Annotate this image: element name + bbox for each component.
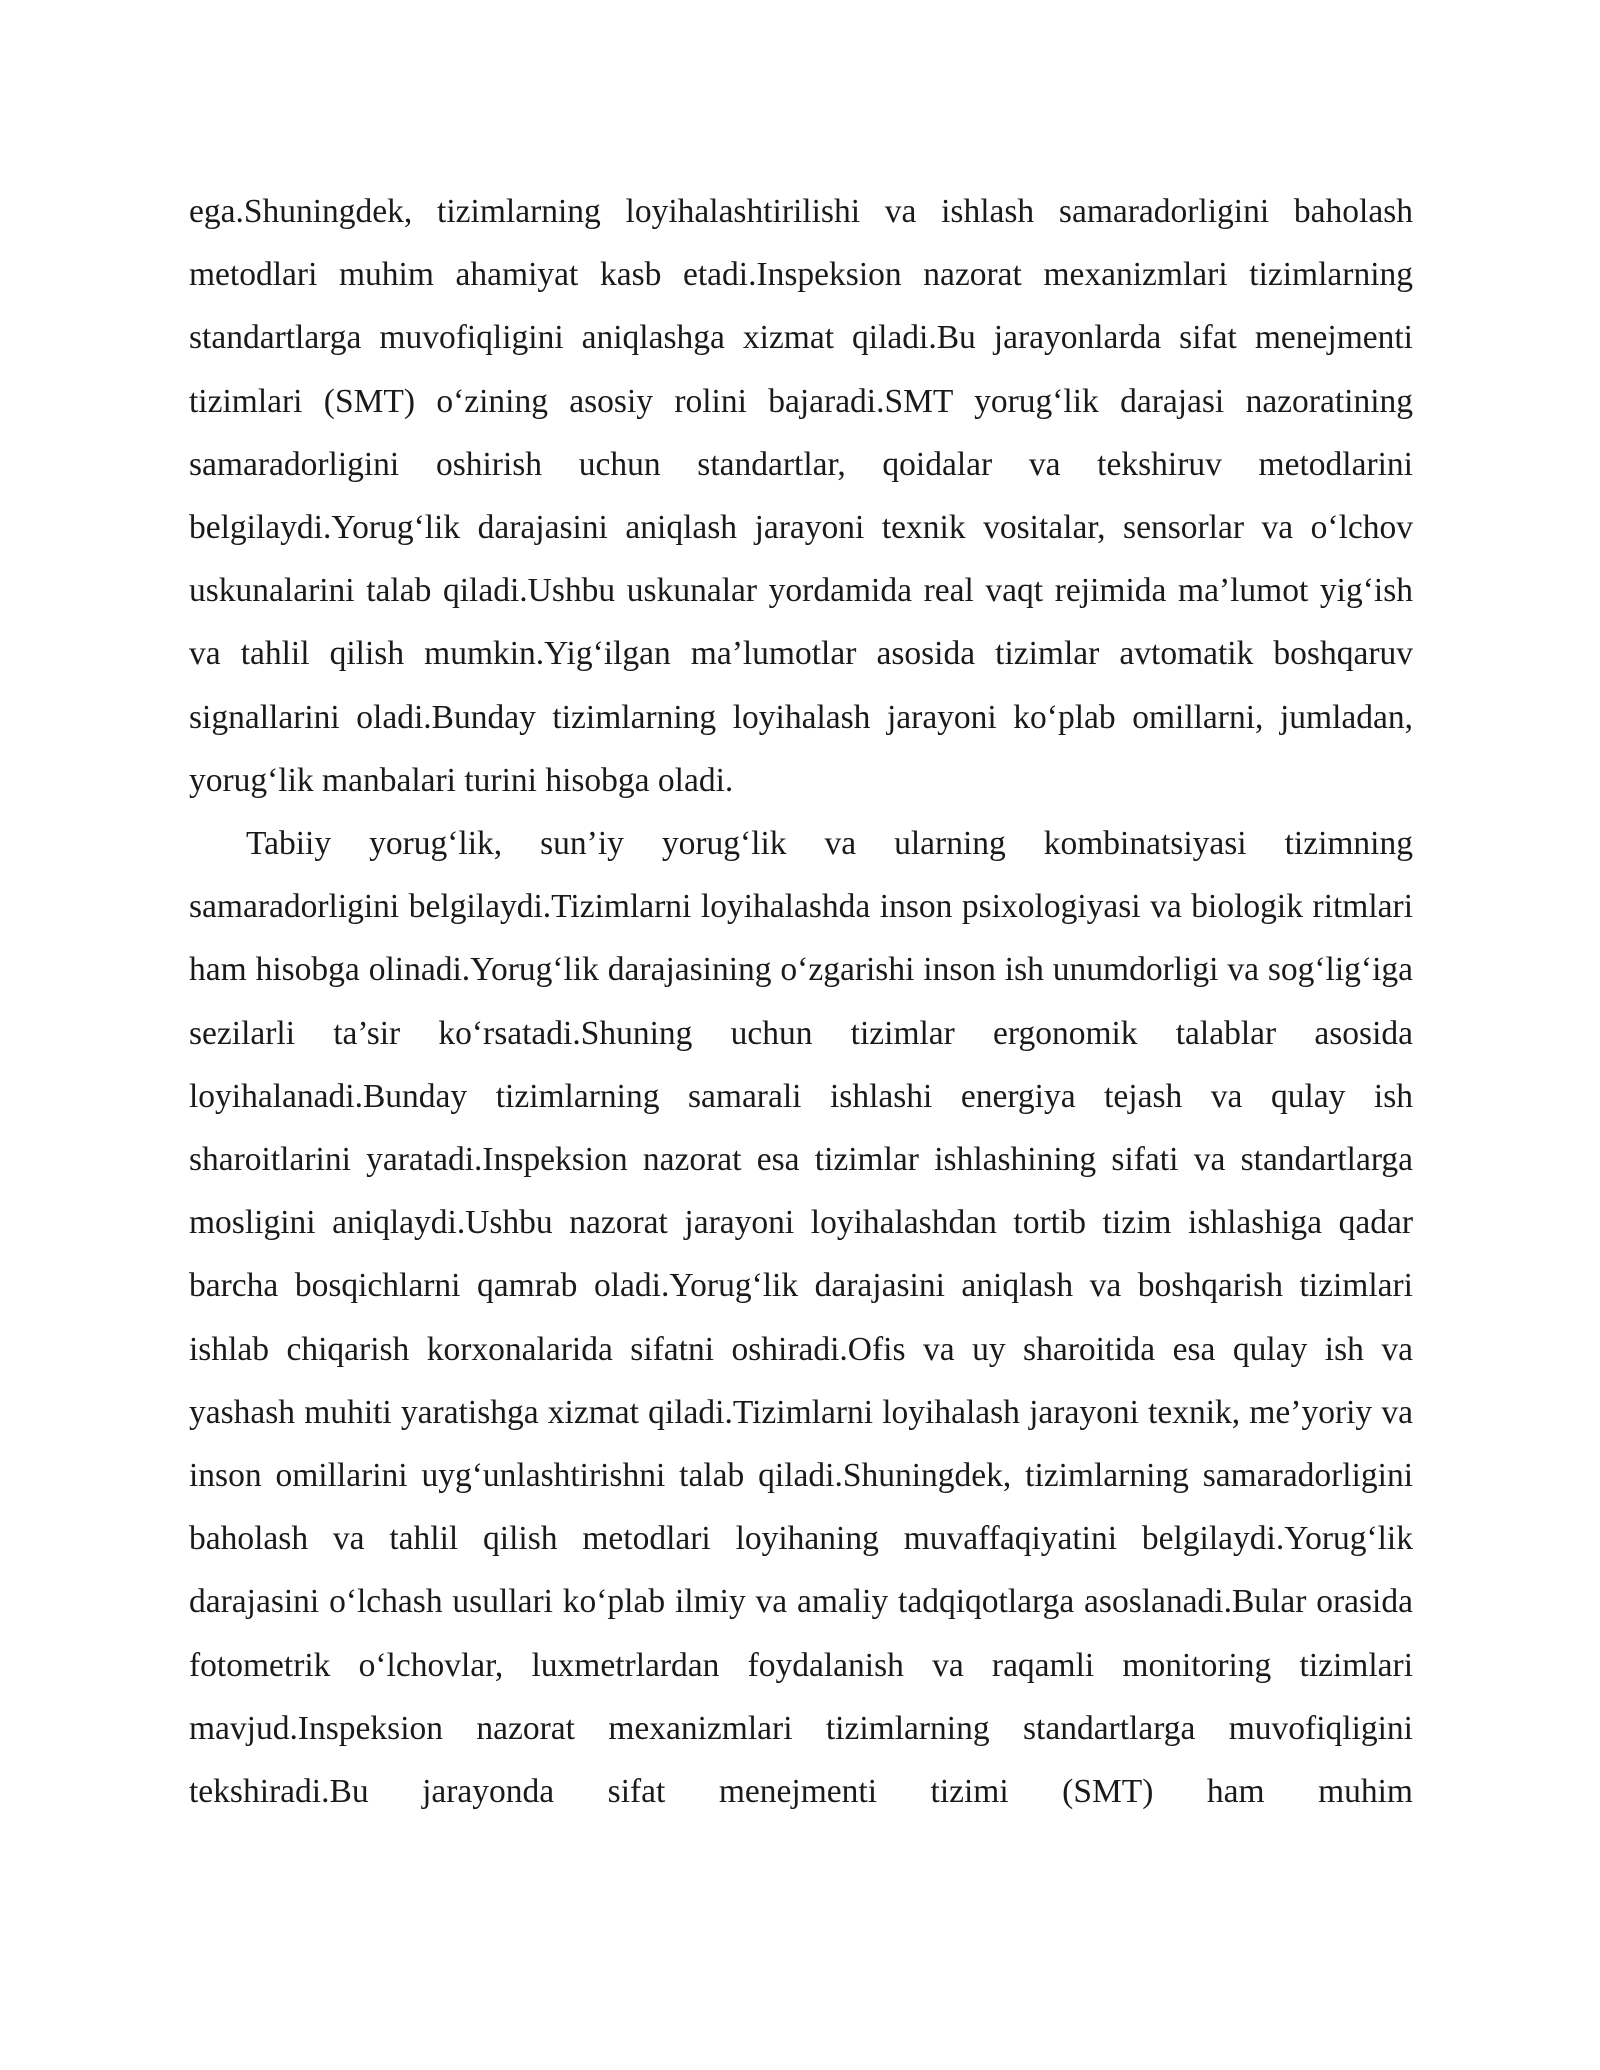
- body-text: [189, 180, 1413, 1823]
- paragraph-1: ega.Shuningdek, tizimlarning loyihalashtirilishi va ishlash samaradorligini baholash metodlari muhim ahamiyat kasb etadi.Inspeksion nazorat mexanizmlari tizimlarning standartlarga muvofiqligini aniqlashga xizmat qiladi.Bu jarayonlarda sifat menejmenti tizimlari (SMT) o‘zining asosiy rolini bajaradi.SMT yorug‘lik darajasi nazoratining samaradorligini oshirish uchun standartlar, qoidalar va tekshiruv metodlarini belgilaydi.Yorug‘lik darajasini aniqlash jarayoni texnik vositalar, sensorlar va o‘lchov uskunalarini talab qiladi.Ushbu uskunalar yordamida real vaqt rejimida ma’lumot yig‘ish va tahlil qilish mumkin.Yig‘ilgan ma’lumotlar asosida tizimlar avtomatik boshqaruv signallarini oladi.Bunday tizimlarning loyihalash jarayoni ko‘plab omillarni, jumladan, yorug‘lik manbalari turini hisobga oladi.: [189, 193, 1413, 799]
- paragraph-2: Tabiiy yorug‘lik, sun’iy yorug‘lik va ularning kombinatsiyasi tizimning samaradorligini belgilaydi.Tizimlarni loyihalashda inson psixologiyasi va biologik ritmlari ham hisobga olinadi.Yorug‘lik darajasining o‘zgarishi inson ish unumdorligi va sog‘lig‘iga sezilarli ta’sir ko‘rsatadi.Shuning uchun tizimlar ergonomik talablar asosida loyihalanadi.Bunday tizimlarning samarali ishlashi energiya tejash va qulay ish sharoitlarini yaratadi.Inspeksion nazorat esa tizimlar ishlashining sifati va standartlarga mosligini aniqlaydi.Ushbu nazorat jarayoni loyihalashdan tortib tizim ishlashiga qadar barcha bosqichlarni qamrab oladi.Yorug‘lik darajasini aniqlash va boshqarish tizimlari ishlab chiqarish korxonalarida sifatni oshiradi.Ofis va uy sharoitida esa qulay ish va yashash muhiti yaratishga xizmat qiladi.Tizimlarni loyihalash jarayoni texnik, me’yoriy va inson omillarini uyg‘unlashtirishni talab qiladi.Shuningdek, tizimlarning samaradorligini baholash va tahlil qilish metodlari loyihaning muvaffaqiyatini belgilaydi.Yorug‘lik darajasini o‘lchash usullari ko‘plab ilmiy va amaliy tadqiqotlarga asoslanadi.Bular orasida fotometrik o‘lchovlar, luxmetrlardan foydalanish va raqamli monitoring tizimlari mavjud.Inspeksion nazorat mexanizmlari tizimlarning standartlarga muvofiqligini tekshiradi.Bu jarayonda sifat menejmenti tizimi (SMT) ham muhim: [189, 825, 1413, 1811]
